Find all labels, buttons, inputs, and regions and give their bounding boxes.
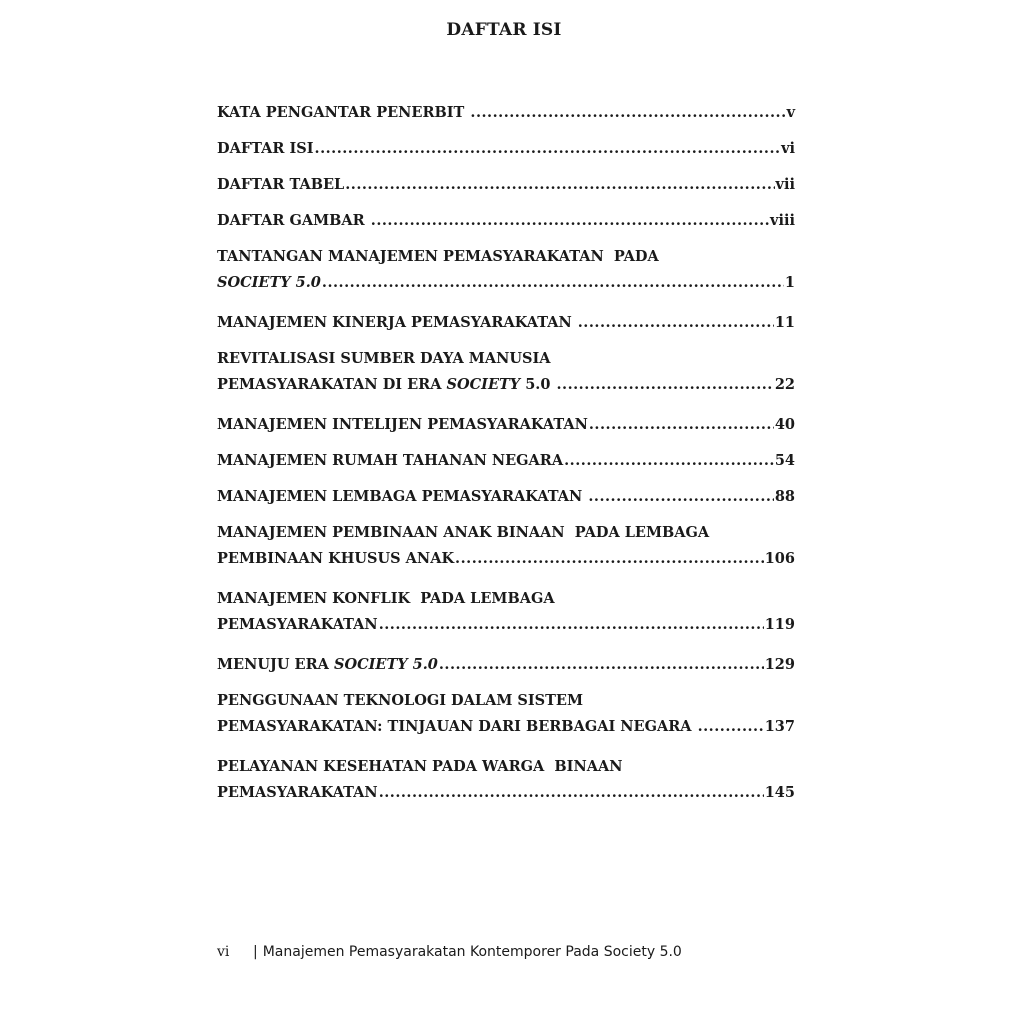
- toc-page-number: 1: [784, 274, 795, 291]
- toc-entry-title: PEMASYARAKATAN: [217, 616, 378, 633]
- toc-entry-title: MANAJEMEN RUMAH TAHANAN NEGARA: [217, 452, 564, 469]
- toc-entry-title: MANAJEMEN INTELIJEN PEMASYARAKATAN: [217, 416, 588, 433]
- toc-page-number: 11: [774, 314, 795, 331]
- toc-page-number: 88: [774, 488, 795, 505]
- toc-entry[interactable]: [217, 172, 795, 198]
- toc-dot-leader: [379, 612, 764, 638]
- toc-entry[interactable]: [217, 244, 795, 296]
- toc-page-number: 22: [774, 376, 795, 393]
- toc-entry-line: [217, 136, 795, 162]
- page-title: DAFTAR ISI: [446, 20, 562, 40]
- toc-entry-line: [217, 586, 795, 612]
- toc-entry[interactable]: [217, 754, 795, 806]
- toc-entry-line: [217, 372, 795, 398]
- toc-entry-title: DAFTAR TABEL: [217, 176, 345, 193]
- toc-dot-leader: [698, 714, 764, 740]
- toc-entry[interactable]: [217, 520, 795, 572]
- toc-page-number: v: [786, 104, 795, 121]
- toc-page-number: viii: [770, 212, 795, 229]
- toc-dot-leader: [439, 652, 764, 678]
- toc-entry-title: TANTANGAN MANAJEMEN PEMASYARAKATAN PADA: [217, 248, 659, 265]
- footer-separator: |: [253, 944, 258, 960]
- toc-page-number: vi: [781, 140, 795, 157]
- toc-entry-title: SOCIETY: [446, 376, 521, 393]
- toc-dot-leader: [371, 208, 769, 234]
- toc-dot-leader: [322, 270, 784, 296]
- toc-page-number: 129: [764, 656, 795, 673]
- toc-entry-title: MANAJEMEN PEMBINAAN ANAK BINAAN PADA LEMBAGA: [217, 524, 710, 541]
- toc-entry-title: MANAJEMEN LEMBAGA PEMASYARAKATAN: [217, 488, 588, 505]
- toc-entry-title: PENGGUNAAN TEKNOLOGI DALAM SISTEM: [217, 692, 584, 709]
- toc-entry-line: [217, 100, 795, 126]
- toc-dot-leader: [345, 172, 774, 198]
- toc-entry-line: [217, 484, 795, 510]
- toc-page-number: 54: [774, 452, 795, 469]
- toc-dot-leader: [578, 310, 774, 336]
- toc-entry-line: [217, 652, 795, 678]
- toc-entry-line: [217, 412, 795, 438]
- table-of-contents: [217, 100, 795, 820]
- toc-dot-leader: [315, 136, 781, 162]
- page-footer: [217, 944, 682, 960]
- toc-entry[interactable]: [217, 484, 795, 510]
- toc-page-number: 145: [764, 784, 795, 801]
- toc-entry-title: REVITALISASI SUMBER DAYA MANUSIA: [217, 350, 551, 367]
- toc-entry-title: PELAYANAN KESEHATAN PADA WARGA BINAAN: [217, 758, 623, 775]
- toc-entry-line: [217, 688, 795, 714]
- toc-page-number: 119: [764, 616, 795, 633]
- toc-entry[interactable]: [217, 412, 795, 438]
- toc-entry[interactable]: [217, 688, 795, 740]
- toc-entry-line: [217, 612, 795, 638]
- toc-dot-leader: [556, 372, 773, 398]
- toc-dot-leader: [379, 780, 764, 806]
- toc-entry-line: [217, 714, 795, 740]
- toc-entry-title: PEMBINAAN KHUSUS ANAK: [217, 550, 455, 567]
- toc-page-number: 106: [764, 550, 795, 567]
- toc-entry-title: SOCIETY 5.0: [333, 656, 438, 673]
- toc-entry-title: SOCIETY 5.0: [217, 274, 321, 291]
- toc-page-number: vii: [775, 176, 795, 193]
- toc-page-number: 40: [774, 416, 795, 433]
- toc-entry-line: [217, 310, 795, 336]
- toc-entry-line: [217, 448, 795, 474]
- toc-dot-leader: [455, 546, 764, 572]
- toc-entry[interactable]: [217, 136, 795, 162]
- footer-book-title: Manajemen Pemasyarakatan Kontemporer Pada Society 5.0: [262, 944, 682, 960]
- toc-entry-line: [217, 270, 795, 296]
- toc-entry-line: [217, 346, 795, 372]
- toc-entry-line: [217, 780, 795, 806]
- toc-entry-title: MANAJEMEN KINERJA PEMASYARAKATAN: [217, 314, 577, 331]
- toc-entry[interactable]: [217, 586, 795, 638]
- toc-dot-leader: [588, 484, 773, 510]
- toc-entry[interactable]: [217, 100, 795, 126]
- toc-dot-leader: [589, 412, 774, 438]
- toc-entry-line: [217, 546, 795, 572]
- toc-entry-line: [217, 172, 795, 198]
- toc-entry-title: PEMASYARAKATAN: [217, 784, 378, 801]
- toc-page-number: 137: [764, 718, 795, 735]
- toc-dot-leader: [470, 100, 785, 126]
- toc-dot-leader: [564, 448, 774, 474]
- footer-page-number: vi: [217, 944, 230, 960]
- toc-entry-line: [217, 244, 795, 270]
- toc-entry-line: [217, 754, 795, 780]
- toc-entry-title: PEMASYARAKATAN DI ERA: [217, 376, 447, 393]
- toc-entry-title: MENUJU ERA: [217, 656, 334, 673]
- toc-entry-line: [217, 208, 795, 234]
- toc-entry[interactable]: [217, 652, 795, 678]
- toc-entry-line: [217, 520, 795, 546]
- toc-entry-title: KATA PENGANTAR PENERBIT: [217, 104, 470, 121]
- toc-entry[interactable]: [217, 310, 795, 336]
- toc-entry[interactable]: [217, 346, 795, 398]
- toc-entry[interactable]: [217, 208, 795, 234]
- toc-entry-title: MANAJEMEN KONFLIK PADA LEMBAGA: [217, 590, 555, 607]
- toc-entry-title: PEMASYARAKATAN: TINJAUAN DARI BERBAGAI NEGARA: [217, 718, 697, 735]
- toc-entry-title: DAFTAR GAMBAR: [217, 212, 370, 229]
- toc-entry[interactable]: [217, 448, 795, 474]
- toc-entry-title: 5.0: [520, 376, 556, 393]
- toc-entry-title: DAFTAR ISI: [217, 140, 314, 157]
